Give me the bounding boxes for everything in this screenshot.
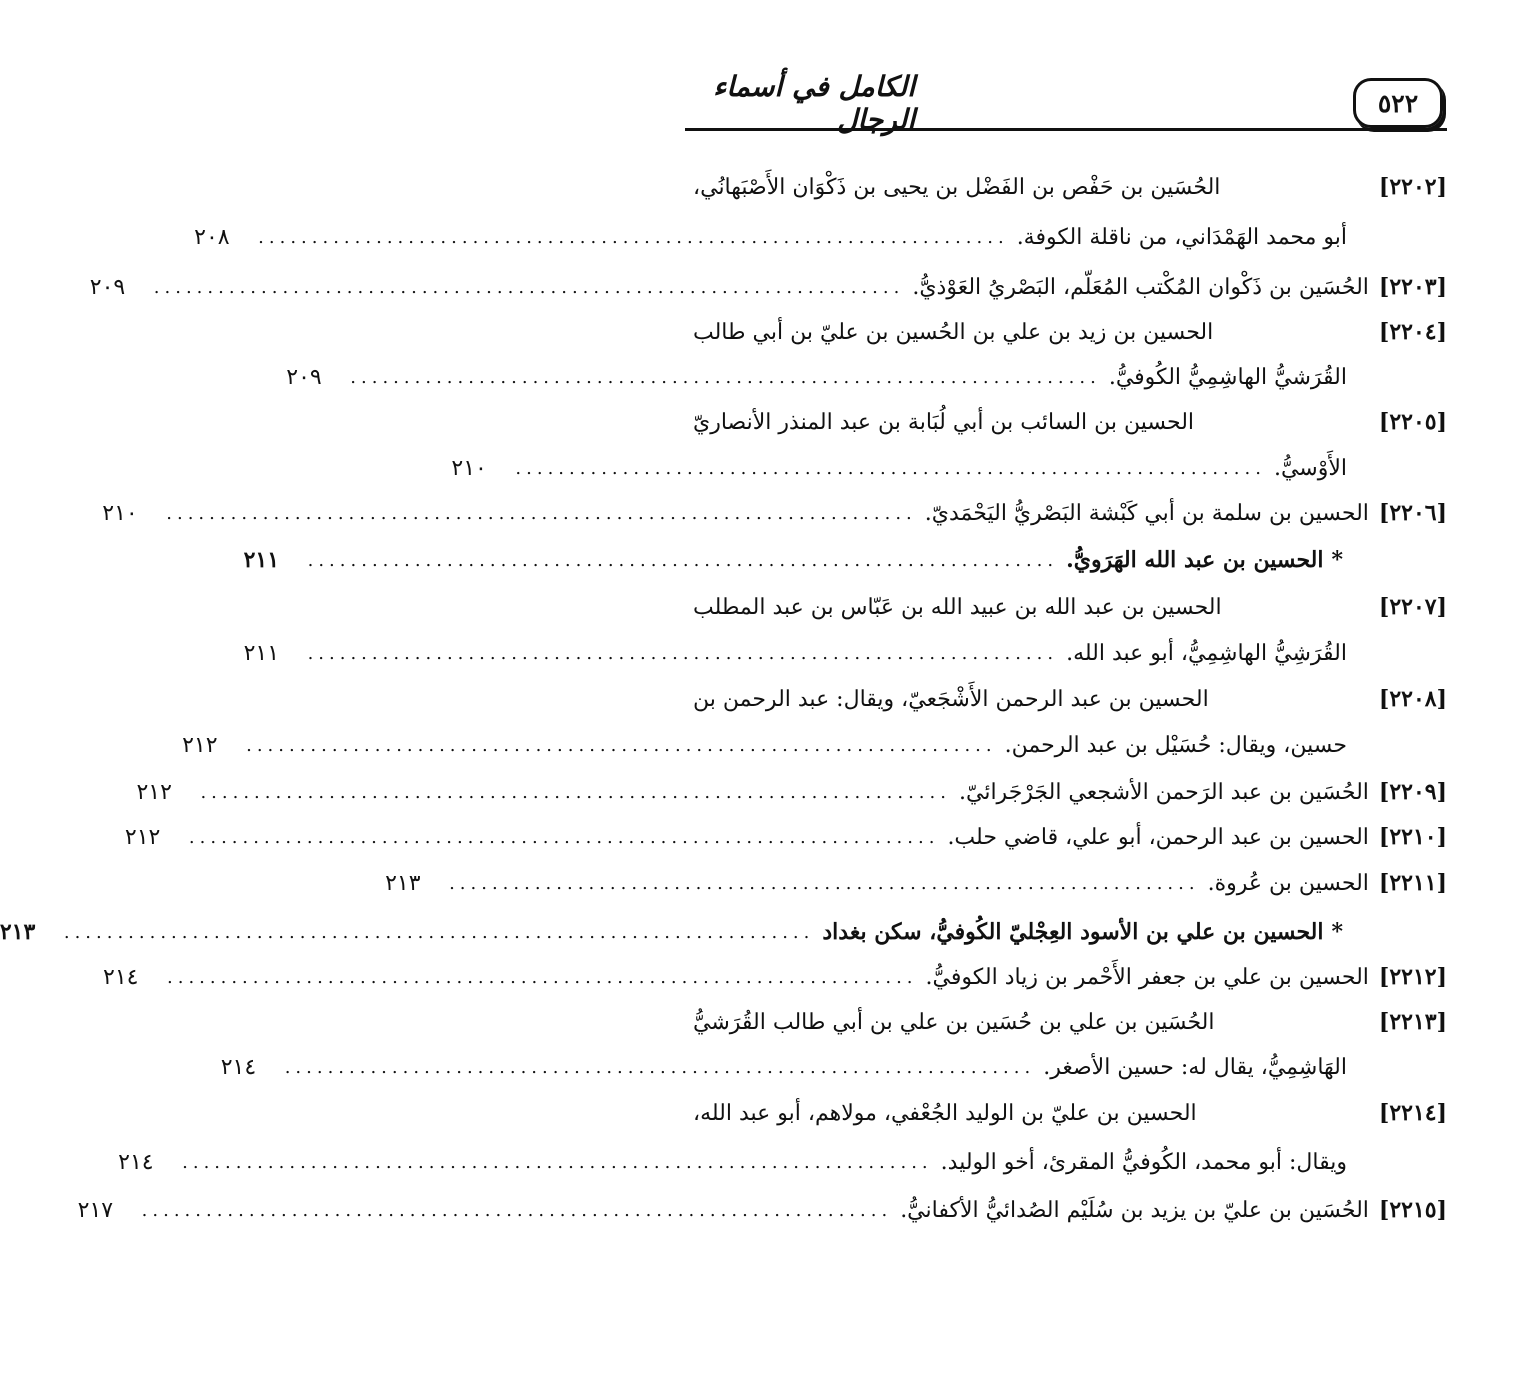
entry-text: الهَاشِمِيُّ، يقال له: حسين الأصغر. — [1043, 1054, 1347, 1080]
entry-number: [٢٢٠٢] — [1378, 174, 1447, 200]
page-ref: ٢١١ — [243, 640, 280, 666]
page-ref: ٢١٠ — [102, 500, 138, 526]
leader-dots: ...................................................................... — [63, 921, 815, 943]
page-ref: ٢١٧ — [77, 1197, 114, 1223]
entry-number: [٢٢١١] — [1378, 870, 1447, 896]
page-ref: ٢١٤ — [220, 1054, 257, 1080]
entry-text: الحُسَين بن حَفْص بن الفَضْل بن يحيى بن ذَكْوَان الأَصْبَهانُي، — [693, 174, 1221, 200]
leader-dots: ...................................................................... — [153, 276, 905, 298]
entry-line — [243, 535, 1343, 585]
page-ref: ٢١٢ — [136, 779, 172, 805]
leader-dots: ...................................................................... — [449, 872, 1200, 894]
entry-text: الحسين بن عليّ بن الوليد الجُعْفي، مولاهم، أبو عبد الله، — [693, 1100, 1197, 1126]
entry-text: الحسين بن السائب بن أبي لُبَابة بن عبد المنذر الأنصاريّ — [693, 409, 1195, 435]
entry-line — [89, 262, 1447, 312]
heading-star: * — [1331, 547, 1343, 573]
leader-dots: ...................................................................... — [167, 966, 918, 988]
entry-text: الحُسَين بن عليّ بن يزيد بن سُلَيْم الصُدائيُّ الأكفانيُّ. — [900, 1197, 1369, 1223]
entry-line — [182, 720, 1347, 770]
entry-text: الحسين بن سلمة بن أبي كَبْشة البَصْريُّ اليَحْمَديّ. — [924, 500, 1369, 526]
entry-line — [286, 352, 1347, 402]
entry-number: [٢٢٠٩] — [1378, 779, 1447, 805]
entry-line — [102, 488, 1447, 538]
entry-text: الحسين بن زيد بن علي بن الحُسين بن عليّ بن أبي طالب — [693, 319, 1214, 345]
entry-text: الحُسَين بن ذَكْوان المُكْتب المُعَلّم، البَصْريُ العَوْذيُّ. — [912, 274, 1369, 300]
leader-dots: ...................................................................... — [166, 502, 917, 524]
leader-dots: ...................................................................... — [258, 226, 1009, 248]
entry-line — [194, 212, 1347, 262]
leader-dots: ...................................................................... — [307, 549, 1059, 571]
entry-line — [118, 1137, 1347, 1187]
heading-text: الحسين بن عبد الله الهَرَويُّ. — [1066, 547, 1324, 573]
entry-line — [77, 1185, 1447, 1235]
entry-line — [220, 1042, 1347, 1092]
page-ref: ٢٠٩ — [89, 274, 126, 300]
entry-text: الحسين بن عبد الله بن عبيد الله بن عَبّاس بن عبد المطلب — [693, 594, 1222, 620]
entry-number: [٢٢١٥] — [1378, 1197, 1447, 1223]
leader-dots: ...................................................................... — [182, 1151, 933, 1173]
entry-number: [٢٢٠٤] — [1378, 319, 1447, 345]
entry-text: ويقال: أبو محمد، الكُوفيُّ المقرئ، أخو الوليد. — [940, 1149, 1347, 1175]
entry-line — [103, 952, 1447, 1002]
leader-dots: ...................................................................... — [188, 826, 940, 848]
page-ref: ٢٠٨ — [194, 224, 230, 250]
leader-dots: ...................................................................... — [141, 1199, 893, 1221]
leader-dots: ...................................................................... — [515, 457, 1266, 479]
entry-line — [693, 1088, 1447, 1138]
entry-number: [٢٢١٤] — [1378, 1100, 1447, 1126]
heading-text: الحسين بن علي بن الأسود العِجْليّ الكُوفيُّ، سكن بغداد — [822, 919, 1324, 945]
entry-text: الحسين بن عبد الرحمن، أبو علي، قاضي حلب. — [947, 824, 1369, 850]
leader-dots: ...................................................................... — [350, 366, 1101, 388]
entry-line — [693, 674, 1447, 724]
page-number: ٥٢٢ — [1353, 78, 1443, 128]
entry-line — [136, 767, 1447, 817]
heading-star: * — [1331, 919, 1343, 945]
page-ref: ٢١٤ — [118, 1149, 154, 1175]
page-ref: ٢١٤ — [103, 964, 139, 990]
entry-text: الحسين بن عبد الرحمن الأَشْجَعيّ، ويقال: عبد الرحمن بن — [693, 686, 1209, 712]
entry-text: القُرَشِيُّ الهاشِمِيُّ، أبو عبد الله. — [1066, 640, 1347, 666]
entry-number: [٢٢٠٨] — [1378, 686, 1447, 712]
entry-line — [693, 997, 1447, 1047]
page-ref: ٢١٢ — [124, 824, 161, 850]
entry-text: القُرَشيُّ الهاشِمِيُّ الكُوفيُّ. — [1108, 364, 1347, 390]
entry-number: [٢٢١٠] — [1378, 824, 1447, 850]
entry-line — [693, 307, 1447, 357]
entry-line — [451, 443, 1347, 493]
entry-line — [693, 162, 1447, 212]
entry-number: [٢٢٠٥] — [1378, 409, 1447, 435]
page-ref: ٢١٢ — [182, 732, 218, 758]
entry-line — [693, 397, 1447, 447]
page-ref: ٢١١ — [243, 547, 280, 573]
page-ref: ٢٠٩ — [286, 364, 322, 390]
entry-text: الحُسَين بن عبد الرَحمن الأشجعي الجَرْجَرائيّ. — [958, 779, 1369, 805]
page-ref: ٢١٠ — [451, 455, 487, 481]
leader-dots: ...................................................................... — [284, 1056, 1036, 1078]
entry-text: أبو محمد الهَمْدَاني، من ناقلة الكوفة. — [1016, 224, 1347, 250]
entry-line — [0, 907, 1343, 957]
entry-number: [٢٢٠٧] — [1378, 594, 1447, 620]
entry-text: حسين، ويقال: حُسَيْل بن عبد الرحمن. — [1004, 732, 1347, 758]
leader-dots: ...................................................................... — [200, 781, 951, 803]
entry-line — [243, 628, 1347, 678]
entry-number: [٢٢١٣] — [1378, 1009, 1447, 1035]
entry-line — [124, 812, 1447, 862]
entry-number: [٢٢٠٣] — [1378, 274, 1447, 300]
entry-text: الأَوْسيُّ. — [1273, 455, 1347, 481]
entry-text: الحسين بن عُروة. — [1207, 870, 1369, 896]
book-title: الكامل في أسماء الرجال — [713, 70, 915, 136]
page-ref: ٢١٣ — [0, 919, 36, 945]
entry-text: الحُسَين بن علي بن حُسَين بن علي بن أبي طالب القُرَشيُّ — [693, 1009, 1215, 1035]
leader-dots: ...................................................................... — [307, 642, 1059, 664]
entry-line — [385, 858, 1447, 908]
page-ref: ٢١٣ — [385, 870, 421, 896]
entry-number: [٢٢١٢] — [1378, 964, 1447, 990]
leader-dots: ...................................................................... — [246, 734, 997, 756]
entry-line — [693, 582, 1447, 632]
entry-text: الحسين بن علي بن جعفر الأَحْمر بن زياد الكوفيُّ. — [925, 964, 1369, 990]
entry-number: [٢٢٠٦] — [1378, 500, 1447, 526]
header-rule — [685, 128, 1447, 131]
